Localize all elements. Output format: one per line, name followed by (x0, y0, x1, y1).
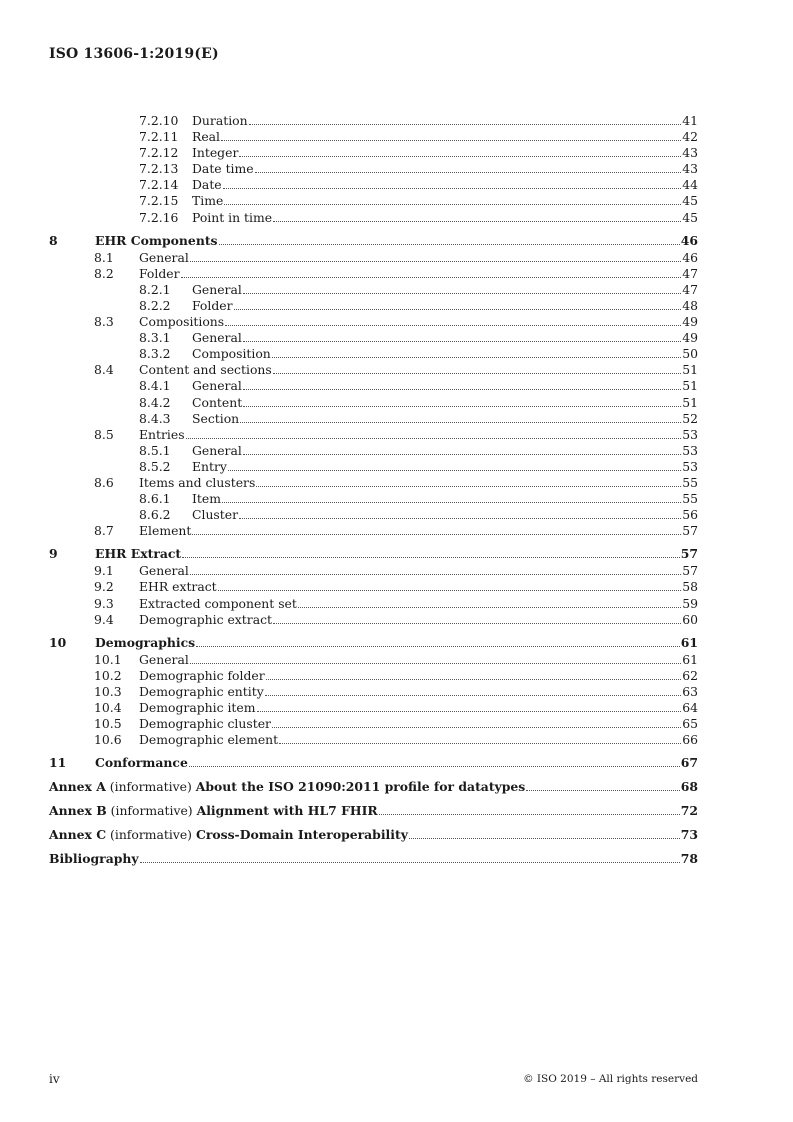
toc-entry-number: 8.2.1 (139, 281, 171, 297)
dot-leader (526, 790, 679, 791)
toc-annex-entry[interactable] (49, 802, 698, 820)
toc-entry-number: 8.6 (94, 474, 114, 490)
toc-entry-title: General (192, 378, 242, 394)
toc-entry-number: 9.1 (94, 563, 114, 579)
toc-entry-page: 61 (682, 651, 698, 667)
toc-entry-number: 8.7 (94, 523, 114, 539)
toc-entry-page: 44 (682, 177, 698, 193)
dot-leader (225, 325, 681, 326)
toc-entry-page: 72 (680, 803, 698, 819)
annex-type: (informative) (106, 827, 196, 843)
annex-type: (informative) (106, 803, 197, 819)
dot-leader (239, 518, 681, 519)
toc-entry-title: Demographic cluster (139, 716, 271, 732)
dot-leader (272, 727, 681, 728)
annex-title: About the ISO 21090:2011 profile for datatypes (195, 779, 526, 795)
toc-annex-entry[interactable] (49, 850, 698, 868)
toc-entry[interactable] (49, 596, 698, 612)
toc-entry-title: Duration (192, 113, 248, 128)
dot-leader (140, 862, 680, 863)
toc-entry-page: 51 (682, 362, 698, 378)
toc-entry-page: 46 (680, 232, 698, 248)
toc-entry-page: 41 (682, 113, 698, 128)
toc-entry-page: 62 (682, 667, 698, 683)
dot-leader (249, 124, 682, 125)
toc-entry-page: 46 (682, 249, 698, 265)
toc-entry[interactable] (49, 634, 698, 652)
toc-entry-number: 10.2 (94, 667, 122, 683)
toc-entry-number: 8.5 (94, 426, 114, 442)
toc-entry-number: 11 (49, 755, 67, 771)
toc-entry-title: General (139, 249, 189, 265)
document-id: ISO 13606-1:2019(E) (49, 46, 219, 62)
toc-entry[interactable] (49, 507, 698, 523)
toc-entry-number: 7.2.16 (139, 209, 179, 225)
toc-entry[interactable] (49, 491, 698, 507)
toc-entry-number: 10.6 (94, 732, 122, 748)
toc-entry-number: 10.4 (94, 700, 122, 715)
toc-entry[interactable] (49, 684, 698, 700)
toc-entry-title: Content (192, 394, 243, 410)
toc-entry-title: Cluster (192, 507, 239, 523)
dot-leader (243, 406, 681, 407)
toc-entry-title: Demographic extract (139, 611, 272, 627)
toc-entry[interactable] (49, 427, 698, 443)
toc-entry-number: 7.2.13 (139, 161, 179, 177)
dot-leader (192, 534, 681, 535)
dot-leader (279, 743, 681, 744)
toc-entry-title: Time (192, 193, 224, 209)
toc-entry[interactable] (49, 612, 698, 628)
toc-entry-page: 53 (682, 426, 698, 442)
dot-leader (182, 557, 680, 558)
toc-entry-title: General (192, 330, 242, 346)
toc-entry-page: 50 (682, 346, 698, 362)
toc-entry-number: 8.4.2 (139, 394, 171, 410)
toc-entry-title: Conformance (95, 755, 188, 771)
toc-entry-page: 49 (682, 314, 698, 330)
toc-entry-number: 7.2.14 (139, 177, 179, 193)
toc-entry-title: Entries (139, 426, 185, 442)
table-of-contents (49, 113, 698, 868)
toc-annex-entry[interactable] (49, 826, 698, 844)
toc-entry-number: 8.6.1 (139, 491, 171, 507)
toc-entry-page: 57 (680, 546, 698, 562)
toc-entry-number: 8.2 (94, 265, 114, 281)
toc-entry[interactable] (49, 298, 698, 314)
toc-entry-page: 55 (682, 491, 698, 507)
toc-entry-title: Demographic item (139, 700, 256, 715)
toc-entry-title: General (139, 651, 189, 667)
dot-leader (243, 454, 681, 455)
toc-entry-number: 8.3.1 (139, 330, 171, 346)
toc-entry-page: 48 (682, 297, 698, 313)
dot-leader (190, 663, 681, 664)
toc-entry-page: 45 (682, 193, 698, 209)
toc-entry-page: 57 (682, 563, 698, 579)
toc-entry-number: 8.5.1 (139, 442, 171, 458)
dot-leader (189, 766, 680, 767)
toc-entry-number: 10 (49, 634, 67, 650)
dot-leader (222, 502, 681, 503)
dot-leader (409, 838, 680, 839)
toc-entry[interactable] (49, 459, 698, 475)
dot-leader (243, 341, 681, 342)
toc-entry-title: Demographic element (139, 732, 279, 748)
toc-entry[interactable] (49, 210, 698, 226)
toc-entry-page: 55 (682, 474, 698, 490)
toc-entry-page: 60 (682, 611, 698, 627)
toc-entry-number: 10.3 (94, 683, 122, 699)
toc-entry-title: Point in time (192, 209, 273, 225)
dot-leader (190, 574, 681, 575)
toc-entry[interactable] (49, 346, 698, 362)
toc-entry-number: 10.5 (94, 716, 122, 732)
toc-entry-page: 49 (682, 330, 698, 346)
toc-entry-title: Extracted component set (139, 595, 297, 611)
dot-leader (243, 389, 681, 390)
toc-entry-title: Items and clusters (139, 474, 256, 490)
toc-entry-number: 7.2.15 (139, 193, 179, 209)
toc-entry-page: 58 (682, 579, 698, 595)
copyright-notice: © ISO 2019 – All rights reserved (523, 1073, 698, 1085)
toc-entry-page: 59 (682, 595, 698, 611)
toc-entry-title: EHR Extract (95, 546, 182, 562)
toc-entry-page: 47 (682, 281, 698, 297)
dot-leader (234, 309, 682, 310)
toc-entry-page: 45 (682, 209, 698, 225)
dot-leader (219, 244, 680, 245)
toc-entry-number: 9.2 (94, 579, 114, 595)
toc-entry[interactable] (49, 330, 698, 346)
toc-entry[interactable] (49, 700, 698, 716)
toc-entry-number: 8.4 (94, 362, 114, 378)
toc-entry-number: 8.3.2 (139, 346, 171, 362)
toc-entry[interactable] (49, 113, 698, 129)
dot-leader (221, 140, 681, 141)
toc-entry-number: 8.2.2 (139, 297, 171, 313)
toc-entry-page: 64 (682, 700, 698, 715)
dot-leader (273, 221, 681, 222)
annex-label: Annex C (49, 827, 107, 843)
toc-entry[interactable] (49, 732, 698, 748)
toc-entry[interactable] (49, 250, 698, 266)
toc-entry-page: 53 (682, 458, 698, 474)
toc-entry-page: 61 (680, 634, 698, 650)
toc-entry-title: General (139, 563, 189, 579)
toc-entry[interactable] (49, 362, 698, 378)
dot-leader (257, 711, 682, 712)
toc-entry-title: Demographics (95, 634, 196, 650)
toc-entry-number: 9.4 (94, 611, 114, 627)
toc-entry-title: Folder (139, 265, 180, 281)
toc-entry[interactable] (49, 443, 698, 459)
dot-leader (218, 590, 682, 591)
page-number: iv (49, 1072, 60, 1086)
toc-entry-page: 52 (682, 410, 698, 426)
dot-leader (243, 293, 681, 294)
annex-label: Annex B (49, 803, 107, 819)
toc-entry-page: 78 (680, 851, 698, 867)
toc-entry-title: Item (192, 491, 221, 507)
dot-leader (272, 357, 681, 358)
dot-leader (240, 422, 681, 423)
toc-entry[interactable] (49, 177, 698, 193)
toc-entry-title: Entry (192, 458, 227, 474)
dot-leader (298, 607, 681, 608)
toc-entry[interactable] (49, 378, 698, 394)
toc-annex-entry[interactable] (49, 778, 698, 796)
toc-entry[interactable] (49, 314, 698, 330)
toc-entry-page: 43 (682, 145, 698, 161)
toc-entry-title: EHR Components (95, 232, 218, 248)
toc-entry-page: 67 (680, 755, 698, 771)
annex-label: Bibliography (49, 851, 139, 867)
toc-entry[interactable] (49, 232, 698, 250)
toc-entry[interactable] (49, 145, 698, 161)
toc-entry-title: Demographic entity (139, 683, 264, 699)
toc-entry-number: 8.6.2 (139, 507, 171, 523)
toc-entry[interactable] (49, 716, 698, 732)
annex-label: Annex A (49, 779, 106, 795)
toc-entry-page: 43 (682, 161, 698, 177)
toc-entry-title: Folder (192, 297, 233, 313)
toc-entry-number: 8.4.1 (139, 378, 171, 394)
dot-leader (228, 470, 681, 471)
toc-entry-page: 51 (682, 394, 698, 410)
dot-leader (239, 156, 681, 157)
toc-entry-number: 9 (49, 546, 58, 562)
toc-entry-title: Compositions (139, 314, 225, 330)
dot-leader (255, 172, 682, 173)
dot-leader (256, 486, 681, 487)
toc-entry-page: 63 (682, 683, 698, 699)
toc-entry-number: 7.2.11 (139, 129, 179, 145)
toc-entry[interactable] (49, 411, 698, 427)
toc-entry-page: 56 (682, 507, 698, 523)
dot-leader (273, 623, 681, 624)
toc-entry[interactable] (49, 545, 698, 563)
toc-entry-title: Demographic folder (139, 667, 265, 683)
toc-entry-title: Integer (192, 145, 239, 161)
toc-entry-page: 42 (682, 129, 698, 145)
toc-entry[interactable] (49, 475, 698, 491)
toc-entry-title: Element (139, 523, 192, 539)
toc-entry-title: General (192, 442, 242, 458)
toc-entry-page: 57 (682, 523, 698, 539)
toc-entry-title: Section (192, 410, 240, 426)
toc-entry-title: Date (192, 177, 222, 193)
toc-entry-number: 9.3 (94, 595, 114, 611)
toc-entry-title (49, 850, 139, 868)
toc-entry[interactable] (49, 754, 698, 772)
toc-entry[interactable] (49, 161, 698, 177)
toc-entry-title: EHR extract (139, 579, 217, 595)
toc-entry[interactable] (49, 129, 698, 145)
toc-entry-number: 8.1 (94, 249, 114, 265)
toc-entry[interactable] (49, 193, 698, 209)
dot-leader (196, 646, 680, 647)
toc-entry[interactable] (49, 579, 698, 595)
toc-entry-number: 8.3 (94, 314, 114, 330)
toc-entry-page: 66 (682, 732, 698, 748)
toc-entry-title: Content and sections (139, 362, 272, 378)
toc-entry-number: 7.2.12 (139, 145, 179, 161)
toc-entry-number: 7.2.10 (139, 113, 179, 128)
toc-entry-title (49, 826, 408, 844)
dot-leader (223, 188, 682, 189)
dot-leader (265, 695, 682, 696)
toc-entry-page: 47 (682, 265, 698, 281)
dot-leader (186, 438, 682, 439)
annex-title: Cross-Domain Interoperability (195, 827, 408, 843)
toc-entry[interactable] (49, 395, 698, 411)
dot-leader (190, 261, 681, 262)
toc-entry-page: 51 (682, 378, 698, 394)
toc-entry[interactable] (49, 652, 698, 668)
toc-entry-number: 8 (49, 232, 58, 248)
toc-entry-title: Date time (192, 161, 254, 177)
toc-entry[interactable] (49, 563, 698, 579)
toc-entry-page: 73 (680, 827, 698, 843)
dot-leader (266, 679, 682, 680)
dot-leader (273, 373, 681, 374)
annex-type: (informative) (105, 779, 196, 795)
toc-entry-title: General (192, 281, 242, 297)
toc-entry-page: 68 (680, 779, 698, 795)
toc-entry-title (49, 778, 525, 796)
annex-title: Alignment with HL7 FHIR (196, 803, 378, 819)
toc-entry-title: Real (192, 129, 221, 145)
toc-entry[interactable] (49, 282, 698, 298)
toc-entry-page: 65 (682, 716, 698, 732)
toc-entry[interactable] (49, 523, 698, 539)
toc-entry-number: 10.1 (94, 651, 122, 667)
toc-entry-number: 8.5.2 (139, 458, 171, 474)
dot-leader (181, 277, 682, 278)
toc-entry-number: 8.4.3 (139, 410, 171, 426)
dot-leader (379, 814, 680, 815)
toc-entry-title: Composition (192, 346, 271, 362)
toc-entry-page: 53 (682, 442, 698, 458)
dot-leader (224, 204, 681, 205)
toc-entry[interactable] (49, 668, 698, 684)
toc-entry[interactable] (49, 266, 698, 282)
toc-entry-title (49, 802, 378, 820)
